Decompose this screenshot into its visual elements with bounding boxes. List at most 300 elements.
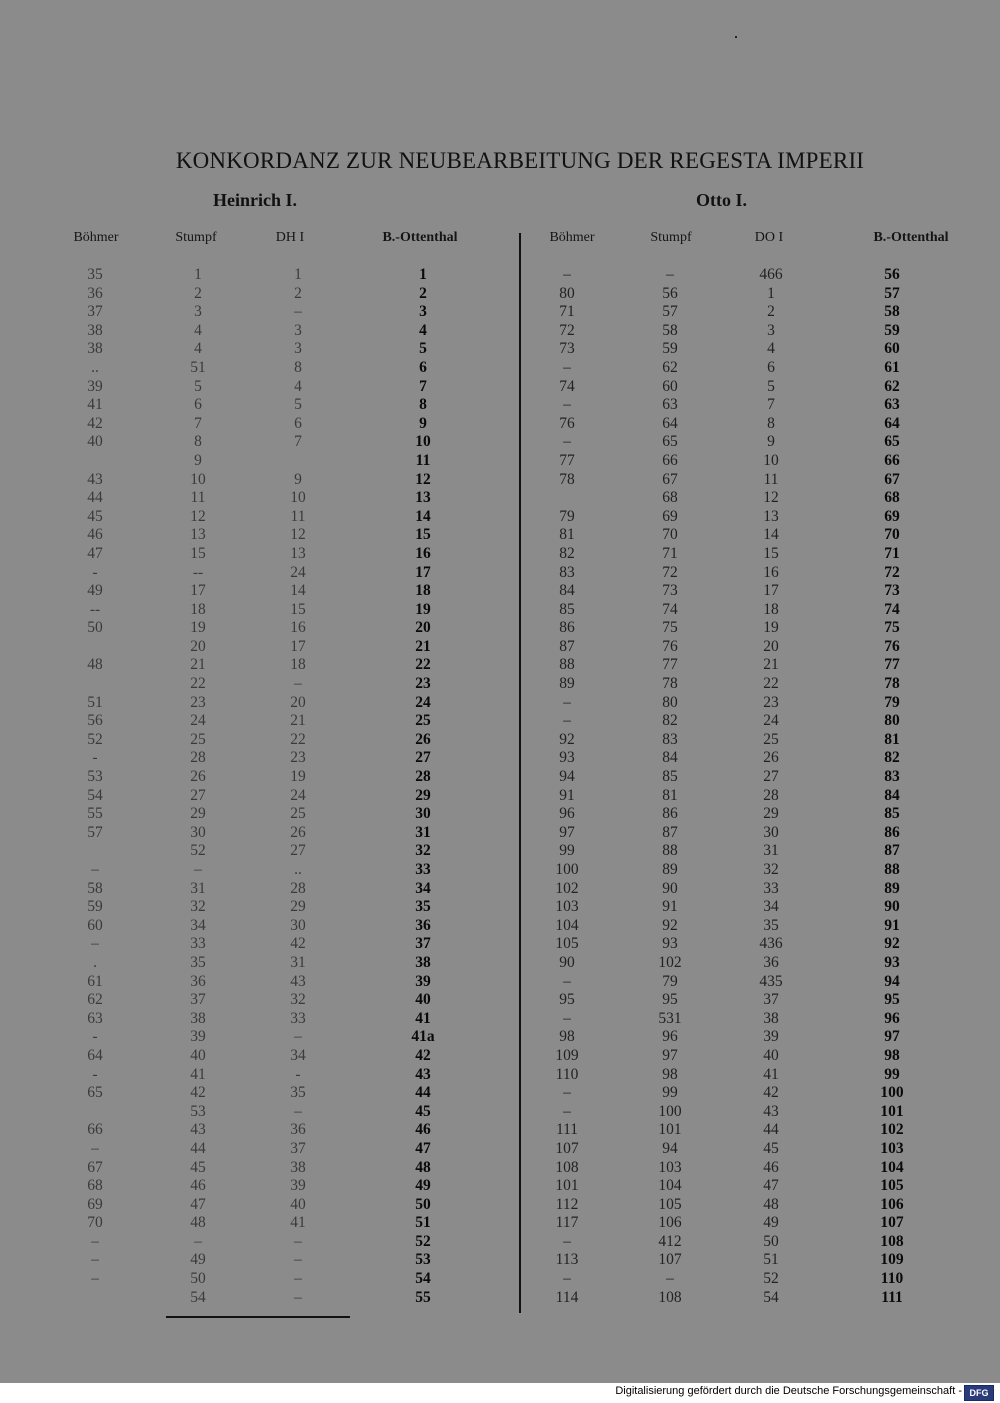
table-cell: 21 (415, 637, 431, 655)
table-cell: 15 (763, 544, 779, 562)
table-cell: 57 (662, 303, 678, 321)
table-cell: 36 (763, 953, 779, 971)
table-cell: 81 (662, 786, 678, 804)
table-cell: -- (89, 600, 101, 618)
otto-do-column (759, 266, 782, 1307)
table-cell: 31 (190, 879, 206, 897)
table-cell: 106 (880, 1195, 904, 1213)
table-cell: 32 (415, 842, 431, 860)
table-cell: 17 (190, 582, 206, 600)
table-cell: 52 (190, 842, 206, 860)
table-cell: 59 (662, 340, 678, 358)
table-cell: – (294, 1270, 302, 1288)
heinrich-heading: Heinrich I. (213, 190, 297, 210)
table-cell: .. (91, 358, 99, 376)
table-cell: 7 (294, 433, 302, 451)
table-cell: 113 (555, 1251, 579, 1269)
table-cell: – (91, 861, 99, 878)
table-cell: 5 (194, 377, 202, 395)
table-cell: 2 (294, 284, 302, 302)
table-cell: 23 (290, 749, 306, 767)
table-cell: 82 (559, 544, 575, 562)
table-cell: 67 (662, 470, 678, 488)
table-cell: 100 (880, 1084, 904, 1102)
table-cell: 21 (763, 656, 779, 674)
table-cell: 9 (194, 451, 202, 469)
table-cell: 56 (662, 284, 678, 302)
table-cell: 18 (190, 600, 206, 618)
table-cell: 70 (662, 526, 678, 544)
table-cell: 111 (881, 1288, 903, 1306)
speck (735, 36, 737, 38)
table-cell (87, 452, 103, 471)
table-cell: 17 (415, 563, 431, 581)
table-cell: 54 (87, 786, 103, 804)
table-cell: 91 (559, 786, 575, 804)
table-cell: 12 (190, 507, 206, 525)
table-cell: 92 (884, 935, 900, 953)
table-cell: 30 (290, 916, 306, 934)
table-cell: 19 (290, 768, 306, 786)
table-cell: 50 (87, 619, 103, 637)
table-cell: 97 (884, 1028, 900, 1046)
table-cell: 8 (419, 396, 427, 414)
table-cell: 103 (555, 898, 579, 916)
table-cell: 71 (559, 303, 575, 321)
table-cell: 39 (763, 1028, 779, 1046)
otto-header-stumpf: Stumpf (650, 230, 692, 245)
table-cell: 60 (87, 916, 103, 934)
table-cell: 43 (415, 1065, 431, 1083)
table-cell: 41 (190, 1065, 206, 1083)
table-cell: 34 (190, 916, 206, 934)
table-cell: 61 (884, 358, 900, 376)
table-cell: 531 (658, 1009, 682, 1027)
table-cell: 22 (415, 656, 431, 674)
table-cell: 73 (884, 582, 900, 600)
table-cell: 20 (415, 619, 431, 637)
table-cell: 67 (87, 1158, 103, 1176)
table-cell: 23 (763, 693, 779, 711)
otto-ottenthal-column (880, 266, 903, 1307)
table-cell: 110 (880, 1270, 904, 1288)
table-cell: 64 (662, 414, 678, 432)
table-cell: 28 (415, 768, 431, 786)
table-cell: 104 (880, 1158, 904, 1176)
table-cell: 10 (290, 489, 306, 507)
table-cell: 48 (763, 1195, 779, 1213)
table-cell: 2 (194, 284, 202, 302)
table-cell: 49 (763, 1214, 779, 1232)
table-cell: 114 (555, 1288, 579, 1306)
table-cell: 45 (87, 507, 103, 525)
table-cell: 47 (763, 1177, 779, 1195)
table-cell: 16 (415, 544, 431, 562)
table-cell: 17 (290, 637, 306, 655)
table-cell: 5 (767, 377, 775, 395)
table-cell: 101 (880, 1102, 904, 1120)
table-cell: 11 (290, 507, 306, 525)
table-cell: 23 (190, 693, 206, 711)
table-cell: 59 (884, 321, 900, 339)
table-cell: 42 (87, 414, 103, 432)
table-cell: - (92, 1028, 98, 1046)
table-cell: 43 (87, 470, 103, 488)
table-cell: 41a (411, 1028, 435, 1046)
table-cell: 26 (763, 749, 779, 767)
table-cell: 58 (662, 321, 678, 339)
table-cell: 85 (559, 600, 575, 618)
table-cell: 68 (87, 1177, 103, 1195)
table-cell: 24 (763, 712, 779, 730)
table-cell: - (92, 1065, 98, 1083)
table-cell: 62 (884, 377, 900, 395)
table-cell: 53 (87, 768, 103, 786)
table-cell: 7 (419, 377, 427, 395)
table-cell: 91 (884, 916, 900, 934)
table-cell: 94 (884, 972, 900, 990)
table-cell: 2 (767, 303, 775, 321)
table-cell: 88 (884, 861, 900, 878)
table-cell: 30 (415, 805, 431, 823)
table-cell: 90 (884, 898, 900, 916)
table-cell: -- (192, 563, 204, 581)
table-cell: 101 (555, 1177, 579, 1195)
table-cell: 66 (662, 451, 678, 469)
otto-header-boehmer: Böhmer (549, 230, 595, 245)
table-cell: 35 (763, 916, 779, 934)
table-cell: 29 (763, 805, 779, 823)
heinrich-header-boehmer: Böhmer (73, 230, 119, 245)
table-cell: 27 (290, 842, 306, 860)
table-cell: 94 (559, 768, 575, 786)
table-cell: 78 (884, 675, 900, 693)
table-cell: 63 (87, 1009, 103, 1027)
table-cell: 33 (190, 935, 206, 953)
table-cell: 10 (763, 451, 779, 469)
table-cell: – (563, 396, 571, 414)
table-cell: 49 (190, 1251, 206, 1269)
table-cell: 105 (880, 1177, 904, 1195)
table-cell: 56 (884, 266, 900, 283)
table-cell: 22 (190, 675, 206, 693)
heinrich-ottenthal-column (411, 266, 434, 1307)
table-cell: 24 (290, 786, 306, 804)
table-cell: 33 (763, 879, 779, 897)
table-cell: 33 (415, 861, 431, 878)
table-cell: - (295, 1065, 301, 1083)
table-cell: 1 (767, 284, 775, 302)
table-cell: – (563, 1084, 571, 1102)
table-cell: 70 (884, 526, 900, 544)
table-cell: 41 (87, 396, 103, 414)
table-cell: 97 (662, 1046, 678, 1064)
table-cell: 77 (884, 656, 900, 674)
table-cell: 24 (415, 693, 431, 711)
table-cell: 25 (763, 730, 779, 748)
table-cell: – (294, 675, 302, 693)
table-cell: 51 (87, 693, 103, 711)
end-rule (166, 1316, 350, 1318)
table-cell: 78 (662, 675, 678, 693)
table-cell: 30 (763, 823, 779, 841)
table-cell: 17 (763, 582, 779, 600)
table-cell: 67 (884, 470, 900, 488)
table-cell: – (294, 1251, 302, 1269)
table-cell: 1 (419, 266, 427, 283)
table-cell: 34 (763, 898, 779, 916)
table-cell: 76 (662, 637, 678, 655)
table-cell: 86 (662, 805, 678, 823)
table-cell: 55 (87, 805, 103, 823)
table-cell: 66 (884, 451, 900, 469)
table-cell: 31 (415, 823, 431, 841)
table-cell: – (91, 1270, 99, 1288)
table-cell: 51 (763, 1251, 779, 1269)
table-cell: 103 (658, 1158, 682, 1176)
table-cell: 102 (880, 1121, 904, 1139)
table-cell: 24 (190, 712, 206, 730)
table-cell: 61 (87, 972, 103, 990)
table-cell: 39 (290, 1177, 306, 1195)
table-cell (87, 675, 103, 694)
table-cell: – (294, 1232, 302, 1250)
table-cell: 19 (763, 619, 779, 637)
table-cell: 7 (194, 414, 202, 432)
table-cell: 12 (290, 526, 306, 544)
table-cell: 43 (290, 972, 306, 990)
table-cell (290, 452, 306, 471)
table-cell: 40 (763, 1046, 779, 1064)
table-cell: 38 (290, 1158, 306, 1176)
table-cell: 20 (290, 693, 306, 711)
table-cell: – (563, 972, 571, 990)
table-cell: 3 (419, 303, 427, 321)
table-cell: 4 (419, 321, 427, 339)
table-cell: 41 (290, 1214, 306, 1232)
table-cell: 59 (87, 898, 103, 916)
table-cell: 38 (190, 1009, 206, 1027)
table-cell: 72 (559, 321, 575, 339)
table-cell: 12 (415, 470, 431, 488)
table-cell: 74 (559, 377, 575, 395)
table-cell: 32 (190, 898, 206, 916)
table-cell: 68 (884, 489, 900, 507)
table-cell: 1 (294, 266, 302, 283)
table-cell: 83 (884, 768, 900, 786)
table-cell: 65 (662, 433, 678, 451)
table-cell: 37 (763, 991, 779, 1009)
table-cell: 69 (87, 1195, 103, 1213)
table-cell: 50 (415, 1195, 431, 1213)
table-cell: 89 (884, 879, 900, 897)
table-cell: 23 (415, 675, 431, 693)
table-cell: 107 (555, 1139, 579, 1157)
table-cell: 45 (763, 1139, 779, 1157)
table-cell: 47 (415, 1139, 431, 1157)
table-cell: 117 (555, 1214, 579, 1232)
table-cell: 90 (559, 953, 575, 971)
table-cell: 106 (658, 1214, 682, 1232)
table-cell: .. (294, 861, 302, 878)
table-cell: 55 (415, 1288, 431, 1306)
table-cell: – (563, 1009, 571, 1027)
table-cell: 43 (190, 1121, 206, 1139)
otto-boehmer-column (555, 266, 578, 1307)
table-cell: 76 (884, 637, 900, 655)
table-cell: 96 (559, 805, 575, 823)
table-cell: 73 (559, 340, 575, 358)
table-cell: 99 (884, 1065, 900, 1083)
table-cell: 76 (559, 414, 575, 432)
table-cell: 90 (662, 879, 678, 897)
table-cell: 13 (190, 526, 206, 544)
table-cell: 41 (763, 1065, 779, 1083)
table-cell: 27 (415, 749, 431, 767)
table-cell: 32 (290, 991, 306, 1009)
table-cell: 70 (87, 1214, 103, 1232)
table-cell: 86 (884, 823, 900, 841)
table-cell: 36 (415, 916, 431, 934)
table-cell: – (563, 1232, 571, 1250)
table-cell: 108 (555, 1158, 579, 1176)
table-cell: 20 (190, 637, 206, 655)
table-cell: 89 (559, 675, 575, 693)
table-cell: 10 (415, 433, 431, 451)
table-cell: 65 (884, 433, 900, 451)
table-cell: 54 (415, 1270, 431, 1288)
footer (0, 1383, 1000, 1403)
table-cell: 60 (884, 340, 900, 358)
table-cell: 10 (190, 470, 206, 488)
table-cell: 87 (884, 842, 900, 860)
table-cell: 110 (555, 1065, 579, 1083)
table-cell: 83 (662, 730, 678, 748)
table-cell: 46 (415, 1121, 431, 1139)
heinrich-header-stumpf: Stumpf (175, 230, 217, 245)
table-cell: 3 (294, 340, 302, 358)
table-cell: – (563, 358, 571, 376)
table-cell: 99 (559, 842, 575, 860)
table-cell: 101 (658, 1121, 682, 1139)
table-cell: 50 (763, 1232, 779, 1250)
table-cell: 58 (884, 303, 900, 321)
table-cell: 96 (884, 1009, 900, 1027)
table-cell: 39 (87, 377, 103, 395)
table-cell: – (91, 1139, 99, 1157)
table-cell: 4 (194, 321, 202, 339)
table-cell: 95 (884, 991, 900, 1009)
table-cell: 35 (190, 953, 206, 971)
table-cell: 4 (194, 340, 202, 358)
table-cell: 40 (190, 1046, 206, 1064)
table-cell (87, 842, 103, 861)
table-cell: 27 (190, 786, 206, 804)
table-cell: 4 (767, 340, 775, 358)
table-cell: 18 (415, 582, 431, 600)
table-cell: 8 (294, 358, 302, 376)
table-cell: – (294, 1288, 302, 1306)
table-cell: 29 (415, 786, 431, 804)
table-cell: 98 (559, 1028, 575, 1046)
table-cell: 436 (759, 935, 783, 953)
table-cell: 74 (662, 600, 678, 618)
table-cell: 412 (658, 1232, 682, 1250)
table-cell: 8 (194, 433, 202, 451)
table-cell: – (294, 1102, 302, 1120)
table-cell: 29 (290, 898, 306, 916)
table-cell: 87 (662, 823, 678, 841)
table-cell: – (294, 1028, 302, 1046)
table-cell: 100 (658, 1102, 682, 1120)
table-cell: 108 (658, 1288, 682, 1306)
table-cell: 9 (419, 414, 427, 432)
table-cell: 54 (763, 1288, 779, 1306)
table-cell: 45 (415, 1102, 431, 1120)
table-cell: 92 (662, 916, 678, 934)
table-cell: 80 (559, 284, 575, 302)
column-divider (519, 233, 521, 1313)
table-cell: – (666, 1270, 674, 1288)
table-cell: 42 (763, 1084, 779, 1102)
table-cell: 36 (290, 1121, 306, 1139)
table-cell: 37 (87, 303, 103, 321)
table-cell: 95 (559, 991, 575, 1009)
table-cell: 47 (190, 1195, 206, 1213)
table-cell: 104 (555, 916, 579, 934)
table-cell: 28 (190, 749, 206, 767)
table-cell: 6 (419, 358, 427, 376)
table-cell: 44 (763, 1121, 779, 1139)
table-cell: 15 (290, 600, 306, 618)
table-cell: 98 (884, 1046, 900, 1064)
table-cell: 27 (763, 768, 779, 786)
dfg-logo: DFG (964, 1385, 994, 1401)
table-cell: – (563, 266, 571, 283)
table-cell: 36 (190, 972, 206, 990)
table-cell: 39 (415, 972, 431, 990)
table-cell: 109 (555, 1046, 579, 1064)
table-cell: 74 (884, 600, 900, 618)
table-cell: 84 (884, 786, 900, 804)
table-cell: 34 (290, 1046, 306, 1064)
table-cell: 95 (662, 991, 678, 1009)
table-cell: 69 (884, 507, 900, 525)
table-cell: 42 (415, 1046, 431, 1064)
table-cell: 13 (763, 507, 779, 525)
table-cell: 26 (290, 823, 306, 841)
table-cell: 93 (662, 935, 678, 953)
table-cell: 42 (290, 935, 306, 953)
table-cell: 43 (763, 1102, 779, 1120)
table-cell: 53 (415, 1251, 431, 1269)
table-cell: 44 (87, 489, 103, 507)
table-cell: 107 (658, 1251, 682, 1269)
table-cell: 103 (880, 1139, 904, 1157)
table-cell: 81 (884, 730, 900, 748)
table-cell: 30 (190, 823, 206, 841)
table-cell: 9 (294, 470, 302, 488)
table-cell: 64 (87, 1046, 103, 1064)
table-cell: 22 (290, 730, 306, 748)
table-cell: 11 (763, 470, 779, 488)
table-cell: 112 (555, 1195, 579, 1213)
table-cell: 38 (87, 321, 103, 339)
table-cell: – (91, 1232, 99, 1250)
table-cell: 24 (290, 563, 306, 581)
table-cell: 21 (190, 656, 206, 674)
table-cell: 435 (759, 972, 783, 990)
